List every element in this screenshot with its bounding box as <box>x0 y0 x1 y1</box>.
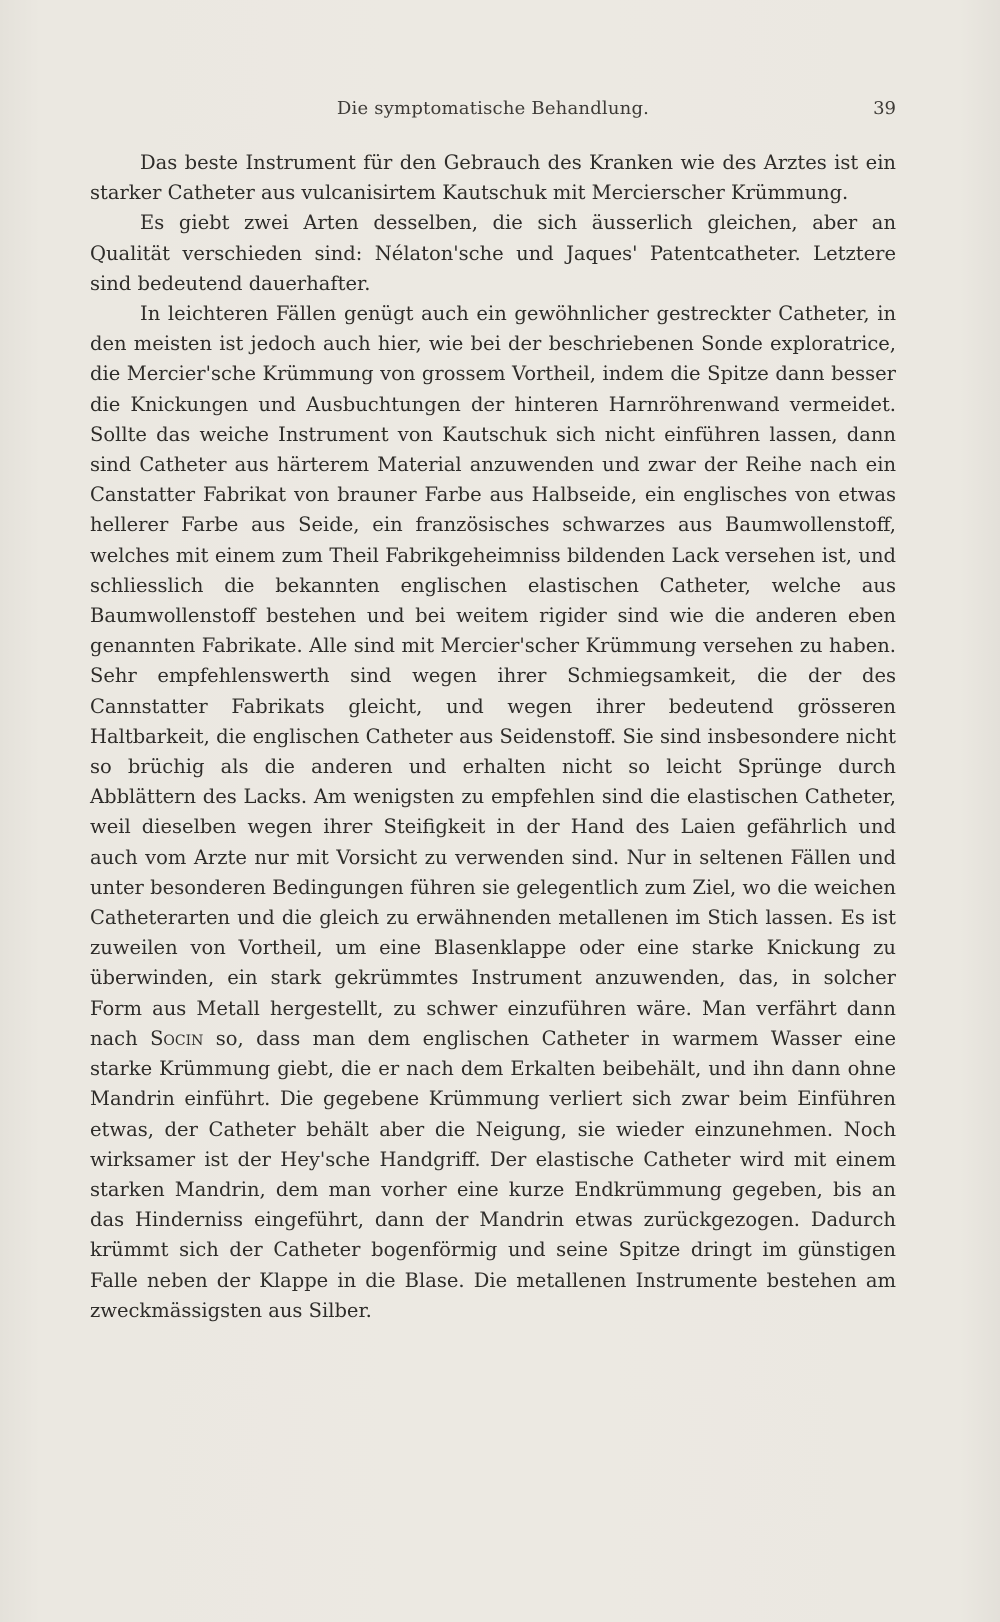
running-head <box>90 96 896 122</box>
author-name-socin: Socin <box>150 1026 204 1050</box>
paragraph-3 <box>90 299 896 1326</box>
paragraph-3-text-a: In leichteren Fällen genügt auch ein gewöhnlicher gestreckter Catheter, in den meisten ist jedoch auch hier, wie bei der beschriebenen Sonde exploratrice, die Mercier'sche Krümmung von grossem Vortheil, indem die Spitze dann besser die Knickungen und Ausbuchtungen der hinteren Harnröhrenwand vermeidet. Sollte das weiche Instrument von Kautschuk sich nicht einführen lassen, dann sind Catheter aus härterem Material anzuwenden und zwar der Reihe nach ein Canstatter Fabrikat von brauner Farbe aus Halbseide, ein englisches von etwas hellerer Farbe aus Seide, ein französisches schwarzes aus Baumwollenstoff, welches mit einem zum Theil Fabrikgeheimniss bildenden Lack versehen ist, und schliesslich die bekannten englischen elastischen Catheter, welche aus Baumwollenstoff bestehen und bei weitem rigider sind wie die anderen eben genannten Fabrikate. Alle sind mit Mercier'scher Krümmung versehen zu haben. Sehr empfehlenswerth sind wegen ihrer Schmiegsamkeit, die der des Cannstatter Fabrikats gleicht, und wegen ihrer bedeutend grösseren Haltbarkeit, die englischen Catheter aus Seidenstoff. Sie sind insbesondere nicht so brüchig als die anderen und erhalten nicht so leicht Sprünge durch Abblättern des Lacks. Am wenigsten zu empfehlen sind die elastischen Catheter, weil dieselben wegen ihrer Steifigkeit in der Hand des Laien gefährlich und auch vom Arzte nur mit Vorsicht zu verwenden sind. Nur in seltenen Fällen und unter besonderen Bedingungen führen sie gelegentlich zum Ziel, wo die weichen Catheterarten und die gleich zu erwähnenden metallenen im Stich lassen. Es ist zuweilen von Vortheil, um eine Blasenklappe oder eine starke Knickung zu überwinden, ein stark gekrümmtes Instrument anzuwenden, das, in solcher Form aus Metall hergestellt, zu schwer einzuführen wäre. Man verfährt dann nach <box>90 302 896 1050</box>
paragraph-2: Es giebt zwei Arten desselben, die sich äusserlich gleichen, aber an Qualität verschieden sind: Nélaton'sche und Jaques' Patentcatheter. Letztere sind bedeutend dauerhafter. <box>90 211 896 295</box>
paragraph-1: Das beste Instrument für den Gebrauch des Kranken wie des Arztes ist ein starker Catheter aus vulcanisirtem Kautschuk mit Mercierscher Krümmung. <box>90 151 896 205</box>
running-title: Die symptomatische Behandlung. <box>336 98 650 119</box>
page-number: 39 <box>873 98 896 119</box>
paragraph-3-text-b: so, dass man dem englischen Catheter in warmem Wasser eine starke Krümmung giebt, die er nach dem Erkalten beibehält, und ihn dann ohne Mandrin einführt. Die gegebene Krümmung verliert sich zwar beim Einführen etwas, der Catheter behält aber die Neigung, sie wieder einzunehmen. Noch wirksamer ist der Hey'sche Handgriff. Der elastische Catheter wird mit einem starken Mandrin, dem man vorher eine kurze Endkrümmung gegeben, bis an das Hinderniss eingeführt, dann der Mandrin etwas zurückgezogen. Dadurch krümmt sich der Catheter bogenförmig und seine Spitze dringt im günstigen Falle neben der Klappe in die Blase. Die metallenen Instrumente bestehen am zweckmässigsten aus Silber. <box>90 1026 896 1322</box>
body-text <box>90 148 896 1326</box>
